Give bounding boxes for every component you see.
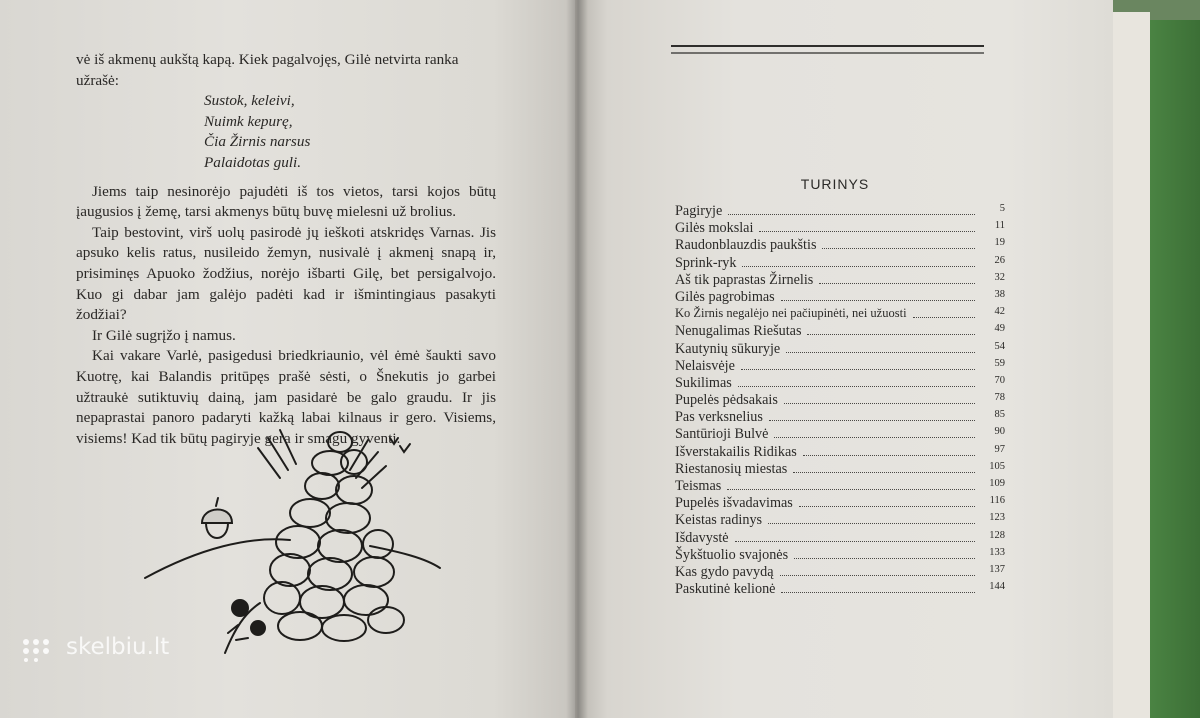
- toc-entry-page: 116: [989, 495, 1005, 507]
- toc-entry: [675, 581, 1005, 598]
- stone-cairn-illustration: [140, 418, 450, 658]
- toc-entry-title: Kas gydo pavydą: [675, 563, 774, 580]
- text-line: užrašė:: [76, 71, 120, 89]
- poem-line: Čia Žirnis narsus: [204, 133, 311, 151]
- toc-entry-title: Pupelės pėdsakais: [675, 392, 778, 409]
- toc-entry-page: 70: [994, 374, 1005, 386]
- toc-entry: [675, 512, 1005, 529]
- toc-entry-title: Šykštuolio svajonės: [675, 546, 789, 563]
- toc-leader-dots: [769, 414, 975, 421]
- toc-leader-dots: [780, 569, 975, 576]
- toc-entry-page: 144: [989, 581, 1005, 593]
- toc-entry-title: Išverstakailis Ridikas: [675, 443, 797, 460]
- toc-entry-page: 90: [994, 426, 1005, 438]
- toc-leader-dots: [803, 449, 975, 456]
- toc-entry-page: 109: [989, 478, 1005, 489]
- toc-entry: [675, 341, 1005, 358]
- toc-leader-dots: [781, 586, 975, 593]
- toc-leader-dots: [768, 517, 975, 524]
- story-text: [76, 50, 496, 449]
- toc-leader-dots: [738, 380, 975, 387]
- toc-entry-page: 97: [994, 443, 1005, 455]
- paragraph: Kai vakare Varlė, pasigedusi briedkriaunio, vėl ėmė šaukti savo Kuotrę, kai Balandis pritūpęs prašė sėsti, o Šnekutis jo garbei užtraukė sutiktuvių dainą, jam pasidarė be galo graudu. Ir jis nepaprastai panoro padaryti kažką labai kilnaus ir gero. Visiems, visiems! Kad tik būtų pagiryje gera ir smagu gyventi.: [76, 347, 496, 447]
- toc-leader-dots: [742, 260, 975, 267]
- toc-leader-dots: [727, 483, 975, 490]
- toc-heading: TURINYS: [800, 176, 870, 192]
- toc-leader-dots: [819, 277, 975, 284]
- toc-entry: [675, 530, 1005, 547]
- toc-leader-dots: [741, 363, 975, 370]
- toc-entry-title: Gilės mokslai: [675, 220, 754, 237]
- decorative-rule: [671, 44, 984, 56]
- toc-entry-title: Nelaisvėje: [675, 357, 735, 374]
- toc-entry: [675, 478, 1005, 495]
- toc-entry-title: Pagiryje: [675, 203, 723, 219]
- toc-entry-page: 85: [994, 409, 1005, 421]
- toc-entry: [675, 323, 1005, 340]
- toc-entry-title: Pupelės išvadavimas: [675, 495, 793, 512]
- toc-entry: [675, 289, 1005, 306]
- toc-entry-page: 26: [994, 254, 1005, 266]
- toc-entry-page: 123: [989, 512, 1005, 524]
- poem-line: Palaidotas guli.: [204, 153, 302, 171]
- toc-entry: [675, 306, 1005, 323]
- toc-entry: [675, 495, 1005, 512]
- toc-leader-dots: [822, 242, 975, 249]
- paragraph: Ir Gilė sugrįžo į namus.: [92, 326, 236, 344]
- toc-entry: [675, 409, 1005, 426]
- toc-entry-page: 5: [999, 203, 1005, 214]
- toc-entry: [675, 444, 1005, 461]
- poem-line: Nuimk kepurę,: [204, 112, 293, 130]
- toc-entry-page: 59: [994, 357, 1005, 369]
- toc-leader-dots: [735, 535, 975, 542]
- toc-entry-title: Aš tik paprastas Žirnelis: [675, 271, 814, 288]
- toc-entry: [675, 358, 1005, 375]
- right-page: [575, 0, 1113, 718]
- toc-entry: [675, 272, 1005, 289]
- toc-entry-title: Santūrioji Bulvė: [675, 426, 769, 443]
- toc-entry-page: 78: [994, 392, 1005, 404]
- toc-entry-title: Išdavystė: [675, 529, 729, 546]
- poem-line: Sustok, keleivi,: [204, 92, 295, 110]
- toc-entry: [675, 237, 1005, 254]
- toc-entry-page: 54: [994, 340, 1005, 352]
- toc-entry: [675, 461, 1005, 478]
- toc-entry: [675, 255, 1005, 272]
- toc-leader-dots: [759, 225, 975, 232]
- left-page: [0, 0, 580, 718]
- toc-leader-dots: [781, 294, 975, 301]
- toc-entry-title: Gilės pagrobimas: [675, 288, 775, 305]
- toc-entry-page: 137: [989, 563, 1005, 575]
- toc-leader-dots: [728, 208, 975, 215]
- toc-leader-dots: [799, 500, 975, 507]
- toc-entry-title: Ko Žirnis negalėjo nei pačiupinėti, nei užuosti: [675, 306, 907, 321]
- toc-entry-title: Teismas: [675, 478, 722, 494]
- watermark-dots-icon: [20, 638, 60, 662]
- text-line: vė iš akmenų aukštą kapą. Kiek pagalvojęs, Gilė netvirta ranka: [76, 51, 459, 68]
- watermark-text: skelbiu.lt: [66, 634, 170, 660]
- toc-entry-page: 49: [994, 323, 1005, 335]
- toc-entry-page: 42: [994, 306, 1005, 318]
- toc-entry-title: Sprink-ryk: [675, 254, 737, 271]
- toc-entry-title: Sukilimas: [675, 374, 732, 391]
- toc-leader-dots: [784, 397, 975, 404]
- toc-entry: [675, 564, 1005, 581]
- toc-leader-dots: [774, 431, 975, 438]
- toc-entry-title: Nenugalimas Riešutas: [675, 323, 802, 340]
- toc-entry-title: Keistas radinys: [675, 512, 763, 529]
- toc-entry: [675, 220, 1005, 237]
- toc-entry-title: Raudonblauzdis paukštis: [675, 237, 817, 254]
- toc-leader-dots: [913, 311, 975, 318]
- toc-entry: [675, 547, 1005, 564]
- toc-entry-page: 105: [989, 460, 1005, 472]
- toc-entry-page: 32: [994, 271, 1005, 283]
- toc-leader-dots: [794, 552, 975, 559]
- toc-entry-page: 133: [989, 546, 1005, 558]
- watermark: [20, 632, 220, 672]
- toc-leader-dots: [793, 466, 975, 473]
- toc-entry-title: Paskutinė kelionė: [675, 581, 776, 598]
- paragraph: Jiems taip nesinorėjo pajudėti iš tos vietos, tarsi kojos būtų įaugusios į žemę, tarsi akmenys būtų buvę mielesni už brolius.: [76, 182, 496, 221]
- toc-entry-page: 38: [994, 288, 1005, 300]
- toc-leader-dots: [807, 328, 975, 335]
- toc-entry-page: 11: [994, 220, 1005, 232]
- toc-entry: [675, 426, 1005, 443]
- toc-entry-page: 19: [994, 237, 1005, 249]
- toc-leader-dots: [786, 346, 975, 353]
- toc-entry: [675, 203, 1005, 220]
- toc-entry-page: 128: [989, 529, 1005, 541]
- paragraph: Taip bestovint, virš uolų pasirodė jų ieškoti atskridęs Varnas. Jis apsuko kelis ratus, nusileido žemyn, nusivalė į akmenį snapą ir, prisiminęs Apuoko žodžius, norėjo išbarti Gilę, bet persigalvojo. Kuo gi dabar jam galėjo padėti kad ir išmintingiaus pasakyti žodžiai?: [76, 223, 496, 324]
- toc-entry: [675, 375, 1005, 392]
- toc-entry-title: Riestanosių miestas: [675, 460, 788, 477]
- toc-entry-title: Pas verksnelius: [675, 409, 763, 426]
- table-of-contents: [675, 203, 1005, 598]
- toc-entry: [675, 392, 1005, 409]
- book-spine-shadow: [566, 0, 588, 718]
- toc-entry-title: Kautynių sūkuryje: [675, 340, 781, 357]
